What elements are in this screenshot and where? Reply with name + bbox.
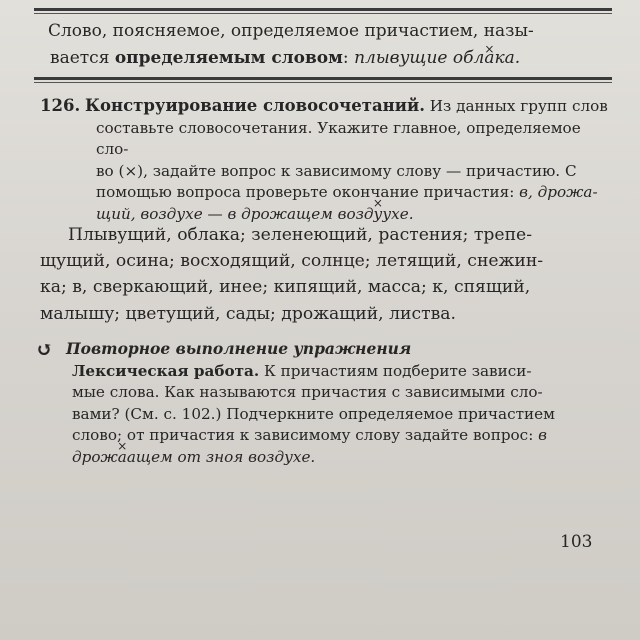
head-word-mark: а × [118, 448, 127, 466]
definition-box [48, 18, 608, 72]
exercise-number: 126. [40, 96, 81, 115]
definition-line-1: Слово, поясняемое, определяемое причастием, назы- [48, 21, 534, 41]
repeat-heading-line [36, 338, 611, 361]
repeat-section [36, 338, 611, 468]
exercise-126 [40, 95, 610, 225]
exercise-first-line: 126. Конструирование словосочетаний. Из данных групп слов [40, 96, 608, 115]
word-line: щущий, осина; восходящий, солнце; летящий, снежин- [40, 251, 544, 272]
repeat-icon: ↺ [36, 337, 53, 361]
word-groups [40, 222, 612, 327]
term-bold: определяемым словом [114, 48, 343, 68]
bottom-rule-thin [34, 82, 612, 83]
bottom-rule [34, 77, 612, 80]
top-rule-thin [34, 13, 612, 14]
exercise-title: Конструирование словосочетаний. [85, 96, 425, 115]
word-line: Плывущий, облака; зеленеющий, растения; трепе- [68, 225, 533, 245]
exercise-instructions: составьте словосочетания. Укажите главное, определяемое сло- во (×), задайте вопрос к зависимому слову — причастию. С помощью вопроса проверьте окончание причастия: в, дрожа- щий, воздухе — в дрожащем возду ×ухе. [40, 118, 610, 226]
repeat-heading: Повторное выполнение упражнения [66, 339, 412, 358]
word-line: ка; в, сверкающий, инее; кипящий, масса; к, спящий, [40, 277, 531, 298]
word-line: малышу; цветущий, сады; дрожащий, листва. [40, 303, 456, 324]
top-rule [34, 8, 612, 11]
page-number: 103 [560, 532, 593, 552]
definition-line-2: вается определяемым словом: плывущие обла ×ка. [48, 45, 608, 72]
repeat-body: Лексическая работа. К причастиям подберите зависи- мые слова. Как называются причастия с зависимыми сло- вами? (См. с. 102.) Подчеркните определяемое причастием слово; от причастия к зависимому слову задайте вопрос: в дрожа ×ащем от зноя воздухе. [36, 361, 611, 469]
head-word-mark: у × [374, 205, 383, 223]
lexical-title: Лексическая работа. [72, 361, 260, 380]
head-word-mark: а × [484, 48, 494, 68]
